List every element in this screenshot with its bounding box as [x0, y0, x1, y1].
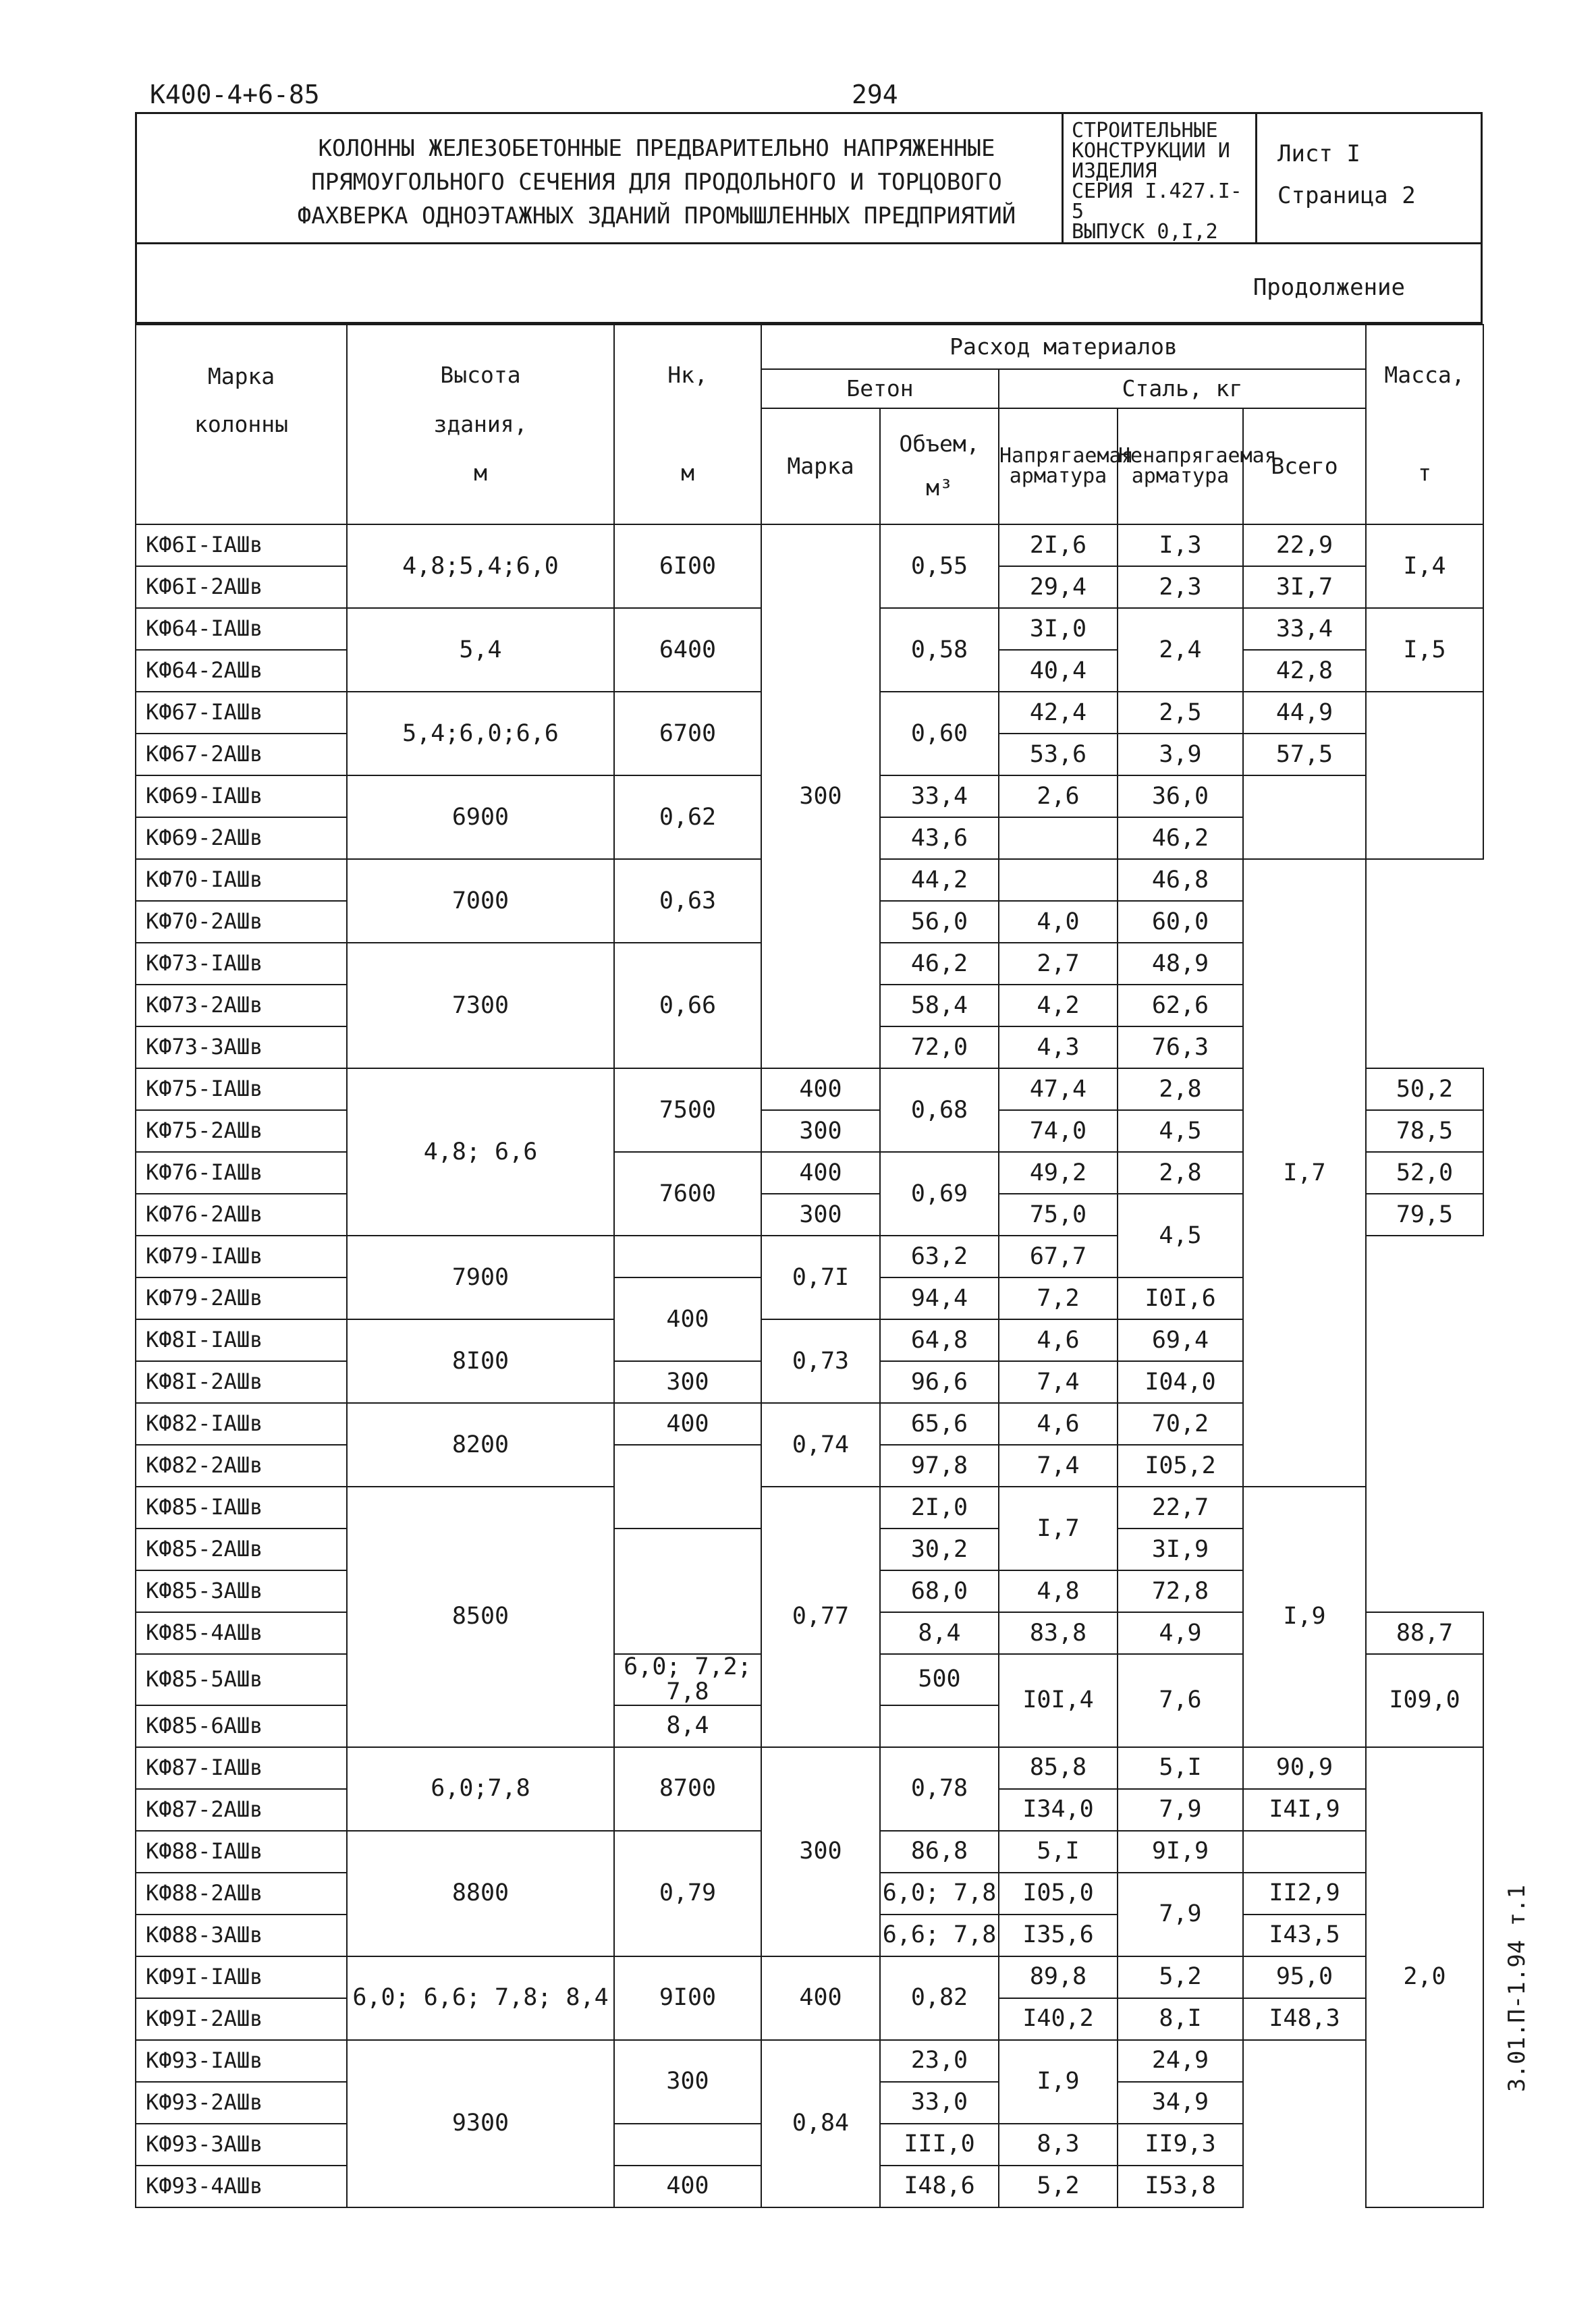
nonprestressed-steel: 4,9 [1118, 1612, 1243, 1654]
prestressed-steel: I48,6 [880, 2166, 999, 2207]
column-mark: КФ70-IАШв [136, 859, 347, 901]
column-mark: КФ6I-IАШв [136, 524, 347, 566]
column-mark: КФ82-2АШв [136, 1445, 347, 1487]
hk-value: 8500 [347, 1487, 614, 1747]
nonprestressed-steel: 2,7 [999, 943, 1118, 985]
header-mark [136, 325, 347, 524]
nonprestressed-steel: 2,8 [1118, 1152, 1243, 1194]
column-mark: КФ70-2АШв [136, 901, 347, 943]
prestressed-steel: 23,0 [880, 2040, 999, 2082]
header-spacer [136, 437, 346, 484]
column-mark: КФ67-2АШв [136, 734, 347, 775]
prestressed-steel: 65,6 [880, 1403, 999, 1445]
prestressed-steel: 83,8 [999, 1612, 1118, 1654]
concrete-mark: 400 [761, 1068, 880, 1110]
nonprestressed-steel: 2,4 [1118, 608, 1243, 692]
prestressed-steel: 46,2 [880, 943, 999, 985]
concrete-mark [614, 2124, 761, 2166]
prestressed-steel: I35,6 [999, 1915, 1118, 1956]
column-mark: КФ9I-2АШв [136, 1998, 347, 2040]
concrete-mark [880, 1705, 999, 1747]
column-mark: КФ93-2АШв [136, 2082, 347, 2124]
header-volume-label: Объем, [899, 431, 980, 458]
column-mark: КФ85-6АШв [136, 1705, 347, 1747]
concrete-volume: 0,73 [761, 1319, 880, 1403]
column-mark: КФ85-4АШв [136, 1612, 347, 1654]
steel-total: 33,4 [1243, 608, 1366, 650]
header-mass-label: Масса, [1384, 362, 1465, 389]
prestressed-steel: 96,6 [880, 1361, 999, 1403]
steel-total: I05,2 [1118, 1445, 1243, 1487]
hk-value: 7500 [614, 1068, 761, 1152]
title-line: ПРЯМОУГОЛЬНОГО СЕЧЕНИЯ ДЛЯ ПРОДОЛЬНОГО И ТОРЦОВОГО [311, 169, 1002, 196]
concrete-mark: 400 [614, 2166, 761, 2207]
steel-total: 79,5 [1366, 1194, 1483, 1236]
nonprestressed-steel: 4,0 [999, 901, 1118, 943]
nonprestressed-steel: 5,I [1118, 1747, 1243, 1789]
concrete-mark [614, 1445, 761, 1529]
concrete-mark: 400 [614, 1403, 761, 1445]
prestressed-steel: 97,8 [880, 1445, 999, 1487]
steel-total: 88,7 [1366, 1612, 1483, 1654]
concrete-volume: 0,82 [880, 1956, 999, 2040]
mass-value: I,9 [1243, 1487, 1366, 1747]
hk-value: 9300 [347, 2040, 614, 2207]
column-mark: КФ76-IАШв [136, 1152, 347, 1194]
nonprestressed-steel [999, 859, 1118, 901]
column-mark: КФ88-3АШв [136, 1915, 347, 1956]
concrete-mark [614, 1236, 761, 1277]
steel-total: 69,4 [1118, 1319, 1243, 1361]
steel-total: 90,9 [1243, 1747, 1366, 1789]
nonprestressed-steel: 5,2 [1118, 1956, 1243, 1998]
concrete-mark: 300 [761, 524, 880, 1068]
building-height: 6,0;7,8 [347, 1747, 614, 1831]
concrete-volume: 0,78 [880, 1747, 999, 1831]
hk-value: 6700 [614, 692, 761, 775]
steel-total: 52,0 [1366, 1152, 1483, 1194]
nonprestressed-steel: 7,4 [999, 1361, 1118, 1403]
prestressed-steel: 49,2 [999, 1152, 1118, 1194]
nonprestressed-steel: 4,5 [1118, 1110, 1243, 1152]
concrete-volume: 0,68 [880, 1068, 999, 1152]
steel-total: 62,6 [1118, 985, 1243, 1026]
header-height [347, 325, 614, 524]
hk-value: 8700 [614, 1747, 761, 1831]
building-height: 5,4;6,0;6,6 [347, 692, 614, 775]
header-concrete-mark: Марка [761, 408, 880, 524]
prestressed-steel: 64,8 [880, 1319, 999, 1361]
prestressed-steel: 3I,0 [999, 608, 1118, 650]
concrete-mark: 400 [761, 1152, 880, 1194]
hk-value: 6900 [347, 775, 614, 859]
series-line: ИЗДЕЛИЯ [1072, 159, 1157, 183]
steel-total: I0I,6 [1118, 1277, 1243, 1319]
steel-total: 60,0 [1118, 901, 1243, 943]
header-height-line2: здания, [433, 410, 528, 437]
building-height: 5,4 [347, 608, 614, 692]
concrete-volume: 0,77 [761, 1487, 880, 1747]
steel-total: 72,8 [1118, 1570, 1243, 1612]
steel-total: I4I,9 [1243, 1789, 1366, 1831]
column-mark: КФ6I-2АШв [136, 566, 347, 608]
mass-value: I,4 [1366, 524, 1483, 608]
column-mark: КФ79-2АШв [136, 1277, 347, 1319]
prestressed-steel: 85,8 [999, 1747, 1118, 1789]
prestressed-steel: 56,0 [880, 901, 999, 943]
prestressed-steel: 47,4 [999, 1068, 1118, 1110]
prestressed-steel: 72,0 [880, 1026, 999, 1068]
steel-total: I43,5 [1243, 1915, 1366, 1956]
header-mass [1366, 325, 1483, 524]
column-mark: КФ75-IАШв [136, 1068, 347, 1110]
steel-total: 42,8 [1243, 650, 1366, 692]
concrete-volume: 0,84 [761, 2040, 880, 2207]
header-prestressed: Напрягаемая арматура [999, 408, 1118, 524]
prestressed-steel: 42,4 [999, 692, 1118, 734]
hk-value: 7600 [614, 1152, 761, 1236]
concrete-mark: 300 [614, 2040, 761, 2124]
hk-value: 6I00 [614, 524, 761, 608]
column-mark: КФ75-2АШв [136, 1110, 347, 1152]
building-height: 4,8;5,4;6,0 [347, 524, 614, 608]
table-row [136, 524, 1483, 566]
nonprestressed-steel: 4,8 [999, 1570, 1118, 1612]
column-mark: КФ67-IАШв [136, 692, 347, 734]
steel-total: 46,2 [1118, 817, 1243, 859]
prestressed-steel: 86,8 [880, 1831, 999, 1873]
column-mark: КФ93-4АШв [136, 2166, 347, 2207]
building-height: 6,0; 7,8 [880, 1873, 999, 1915]
prestressed-steel: I05,0 [999, 1873, 1118, 1915]
steel-total: 3I,7 [1243, 566, 1366, 608]
column-mark: КФ85-5АШв [136, 1654, 347, 1705]
prestressed-steel: 40,4 [999, 650, 1118, 692]
nonprestressed-steel: 3,9 [1118, 734, 1243, 775]
column-mark: КФ8I-2АШв [136, 1361, 347, 1403]
nonprestressed-steel: I,9 [999, 2040, 1118, 2124]
nonprestressed-steel: 7,9 [1118, 1873, 1243, 1956]
column-mark: КФ73-2АШв [136, 985, 347, 1026]
nonprestressed-steel: I,7 [999, 1487, 1118, 1570]
table-row [136, 1956, 1483, 1998]
steel-total: 36,0 [1118, 775, 1243, 817]
prestressed-steel: I0I,4 [999, 1654, 1118, 1747]
nonprestressed-steel: 2,3 [1118, 566, 1243, 608]
page-label: Страница 2 [1277, 182, 1416, 209]
steel-total: II2,9 [1243, 1873, 1366, 1915]
nonprestressed-steel [999, 817, 1118, 859]
building-height: 8,4 [880, 1612, 999, 1654]
title-line: ФАХВЕРКА ОДНОЭТАЖНЫХ ЗДАНИЙ ПРОМЫШЛЕННЫХ ПРЕДПРИЯТИЙ [297, 202, 1016, 229]
mass-value: I,5 [1366, 608, 1483, 692]
nonprestressed-steel: 4,5 [1118, 1194, 1243, 1277]
column-mark: КФ87-2АШв [136, 1789, 347, 1831]
prestressed-steel: 44,2 [880, 859, 999, 901]
header-hk-label: Нк, [667, 362, 708, 389]
steel-total: I04,0 [1118, 1361, 1243, 1403]
steel-total: 67,7 [999, 1236, 1118, 1277]
prestressed-steel: III,0 [880, 2124, 999, 2166]
series-line: ВЫПУСК 0,I,2 [1072, 220, 1218, 244]
hk-value: 8800 [347, 1831, 614, 1956]
mass-value: 2,0 [1366, 1747, 1483, 2207]
series-block [1062, 114, 1257, 242]
nonprestressed-steel: 2,8 [1118, 1068, 1243, 1110]
steel-total: 44,9 [1243, 692, 1366, 734]
column-mark: КФ93-IАШв [136, 2040, 347, 2082]
concrete-volume: 0,79 [614, 1831, 761, 1956]
nonprestressed-steel: 7,4 [999, 1445, 1118, 1487]
building-height: 6,0; 6,6; 7,8; 8,4 [347, 1956, 614, 2040]
prestressed-steel: I34,0 [999, 1789, 1118, 1831]
column-mark: КФ88-2АШв [136, 1873, 347, 1915]
document-code: К400-4+6-85 [150, 80, 320, 109]
hk-value: 8I00 [347, 1319, 614, 1403]
prestressed-steel: I40,2 [999, 1998, 1118, 2040]
column-mark: КФ64-2АШв [136, 650, 347, 692]
series-line: СТРОИТЕЛЬНЫЕ [1072, 119, 1218, 142]
concrete-mark: 300 [761, 1747, 880, 1956]
concrete-volume: 0,74 [761, 1403, 880, 1487]
prestressed-steel: 89,8 [999, 1956, 1118, 1998]
column-mark: КФ64-IАШв [136, 608, 347, 650]
steel-total: 9I,9 [1118, 1831, 1243, 1873]
column-mark: КФ73-3АШв [136, 1026, 347, 1068]
column-mark: КФ87-IАШв [136, 1747, 347, 1789]
prestressed-steel: 2I,0 [880, 1487, 999, 1529]
building-height: 6,0; 7,2; 7,8 [614, 1654, 761, 1705]
prestressed-steel: 30,2 [880, 1529, 999, 1570]
column-mark: КФ8I-IАШв [136, 1319, 347, 1361]
nonprestressed-steel: 5,2 [999, 2166, 1118, 2207]
page-number: 294 [852, 80, 898, 109]
header-height-line1: Высота [440, 362, 521, 389]
steel-total: 24,9 [1118, 2040, 1243, 2082]
column-mark: КФ9I-IАШв [136, 1956, 347, 1998]
nonprestressed-steel: 7,9 [1118, 1789, 1243, 1831]
document-title [201, 132, 1112, 233]
steel-total: 46,8 [1118, 859, 1243, 901]
steel-total: 57,5 [1243, 734, 1366, 775]
title-block [135, 112, 1483, 244]
concrete-mark: 500 [880, 1654, 999, 1705]
column-mark: КФ79-IАШв [136, 1236, 347, 1277]
nonprestressed-steel: 4,3 [999, 1026, 1118, 1068]
steel-total: II9,3 [1118, 2124, 1243, 2166]
nonprestressed-steel: 4,2 [999, 985, 1118, 1026]
steel-total: 22,9 [1243, 524, 1366, 566]
column-mark: КФ73-IАШв [136, 943, 347, 985]
steel-total: 34,9 [1118, 2082, 1243, 2124]
nonprestressed-steel: I,3 [1118, 524, 1243, 566]
table-row [136, 2040, 1483, 2082]
nonprestressed-steel: 2,5 [1118, 692, 1243, 734]
column-mark: КФ93-3АШв [136, 2124, 347, 2166]
concrete-mark: 300 [614, 1361, 761, 1403]
steel-total: I53,8 [1118, 2166, 1243, 2207]
concrete-volume: 0,55 [880, 524, 999, 608]
column-mark: КФ82-IАШв [136, 1403, 347, 1445]
steel-total: 70,2 [1118, 1403, 1243, 1445]
column-mark: КФ85-IАШв [136, 1487, 347, 1529]
nonprestressed-steel: 8,3 [999, 2124, 1118, 2166]
title-line: КОЛОННЫ ЖЕЛЕЗОБЕТОННЫЕ ПРЕДВАРИТЕЛЬНО НАПРЯЖЕННЫЕ [318, 135, 995, 162]
column-mark: КФ85-3АШв [136, 1570, 347, 1612]
prestressed-steel: 33,4 [880, 775, 999, 817]
concrete-volume: 0,69 [880, 1152, 999, 1236]
steel-total: I48,3 [1243, 1998, 1366, 2040]
sheet-block [1277, 133, 1416, 217]
mass-value: I,7 [1243, 859, 1366, 1487]
steel-total: 48,9 [1118, 943, 1243, 985]
hk-value: 6400 [614, 608, 761, 692]
building-height: 4,8; 6,6 [347, 1068, 614, 1236]
nonprestressed-steel: 7,6 [1118, 1654, 1243, 1747]
header-mass-unit: т [1418, 460, 1431, 486]
concrete-mark: 400 [614, 1277, 761, 1361]
prestressed-steel: 74,0 [999, 1110, 1118, 1152]
header-height-unit: м [474, 460, 487, 487]
concrete-mark: 400 [761, 1956, 880, 2040]
prestressed-steel: 33,0 [880, 2082, 999, 2124]
materials-table [135, 324, 1484, 2208]
concrete-volume: 0,60 [880, 692, 999, 775]
column-mark: КФ69-IАШв [136, 775, 347, 817]
header-hk-unit: м [681, 460, 694, 486]
header-concrete-volume [880, 408, 999, 524]
nonprestressed-steel: 8,I [1118, 1998, 1243, 2040]
table-row [136, 1487, 1483, 1529]
column-mark: КФ88-IАШв [136, 1831, 347, 1873]
building-height: 6,6; 7,8 [880, 1915, 999, 1956]
steel-total: 3I,9 [1118, 1529, 1243, 1570]
prestressed-steel: 53,6 [999, 734, 1118, 775]
header-consumption: Расход материалов [761, 325, 1366, 369]
prestressed-steel: 2I,6 [999, 524, 1118, 566]
series-line: СЕРИЯ I.427.I-5 [1072, 180, 1242, 223]
concrete-volume: 0,7I [761, 1236, 880, 1319]
vertical-code: 3.01.П-1.94 т.1 [1504, 1884, 1531, 2092]
building-height: 8,4 [614, 1705, 761, 1747]
steel-total: 95,0 [1243, 1956, 1366, 1998]
hk-value: 7300 [347, 943, 614, 1068]
steel-total: 50,2 [1366, 1068, 1483, 1110]
nonprestressed-steel: 2,6 [999, 775, 1118, 817]
hk-value: 7000 [347, 859, 614, 943]
hk-value: 9I00 [614, 1956, 761, 2040]
concrete-volume: 0,66 [614, 943, 761, 1068]
prestressed-steel: 43,6 [880, 817, 999, 859]
series-line: КОНСТРУКЦИИ И [1072, 139, 1230, 163]
prestressed-steel: 29,4 [999, 566, 1118, 608]
steel-total: I09,0 [1366, 1654, 1483, 1747]
concrete-mark [614, 1529, 761, 1654]
nonprestressed-steel: 5,I [999, 1831, 1118, 1873]
header-hk [614, 325, 761, 524]
column-mark: КФ76-2АШв [136, 1194, 347, 1236]
nonprestressed-steel: 7,2 [999, 1277, 1118, 1319]
header-concrete: Бетон [761, 369, 999, 408]
column-mark: КФ69-2АШв [136, 817, 347, 859]
column-mark: КФ85-2АШв [136, 1529, 347, 1570]
prestressed-steel: 63,2 [880, 1236, 999, 1277]
steel-total: 76,3 [1118, 1026, 1243, 1068]
concrete-mark: 300 [761, 1194, 880, 1236]
mass-value [1366, 692, 1483, 859]
steel-total: 22,7 [1118, 1487, 1243, 1529]
continuation-label: Продолжение [1253, 274, 1405, 301]
header-steel: Сталь, кг [999, 369, 1366, 408]
concrete-volume: 0,63 [614, 859, 761, 943]
sheet-label: Лист I [1277, 140, 1360, 167]
prestressed-steel: 58,4 [880, 985, 999, 1026]
table-body [136, 524, 1483, 2207]
nonprestressed-steel: 4,6 [999, 1319, 1118, 1361]
hk-value: 8200 [347, 1403, 614, 1487]
prestressed-steel: 68,0 [880, 1570, 999, 1612]
header-mark-line2: колонны [194, 411, 289, 437]
concrete-mark: 300 [761, 1110, 880, 1152]
header-volume-unit: м³ [926, 474, 953, 501]
header-nonprestressed: Ненапрягаемая арматура [1118, 408, 1243, 524]
header-total: Всего [1243, 408, 1366, 524]
concrete-volume: 0,58 [880, 608, 999, 692]
steel-total: 78,5 [1366, 1110, 1483, 1152]
hk-value: 7900 [347, 1236, 614, 1319]
prestressed-steel: 94,4 [880, 1277, 999, 1319]
prestressed-steel: 75,0 [999, 1194, 1118, 1236]
nonprestressed-steel: 4,6 [999, 1403, 1118, 1445]
concrete-volume: 0,62 [614, 775, 761, 859]
header-mark-line1: Марка [207, 363, 275, 390]
table-row [136, 1747, 1483, 1789]
continuation-row [135, 244, 1483, 324]
